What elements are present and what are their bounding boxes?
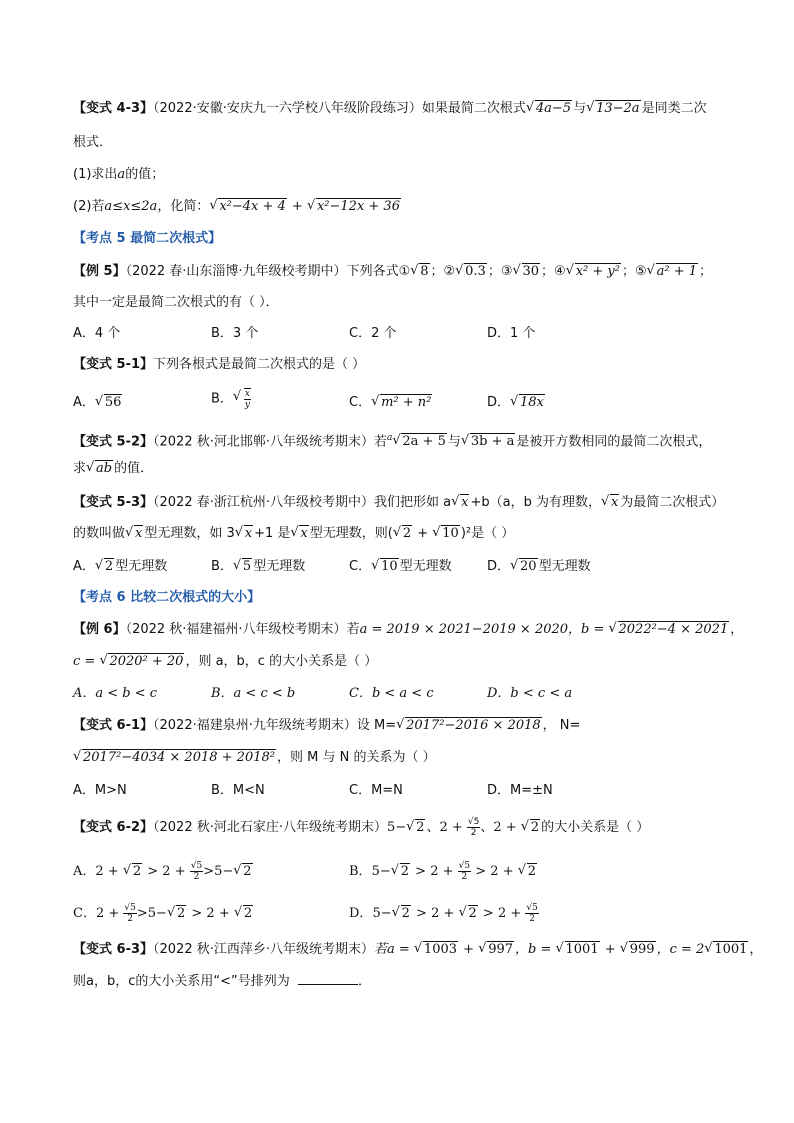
ex6-option-d[interactable]: D．b < c < a (487, 686, 573, 701)
text: 是同类二次 (641, 101, 707, 116)
root-index: a (387, 433, 393, 443)
text: 若 (374, 434, 388, 450)
q43-part1 (73, 165, 164, 185)
v61-option-a[interactable]: A．M>N (73, 783, 127, 798)
answer-blank[interactable] (298, 972, 358, 985)
radical: √ 4a−5 (526, 99, 572, 119)
v53-option-d[interactable]: D．√ 20 型无理数 (487, 557, 591, 577)
op: + (287, 199, 307, 214)
ex5-option-c[interactable]: C．2 个 (349, 326, 397, 341)
v63-line2: 则a，b，c的大小关系用“<”号排列为 ． (73, 974, 372, 989)
v52-line2: 求√ ab 的值． (73, 459, 153, 479)
v51-tag: 【变式 5-1】 (73, 357, 154, 372)
ex6-tag: 【例 6】 (73, 622, 126, 637)
v61-option-b[interactable]: B．M<N (211, 783, 265, 798)
v62-option-d[interactable]: D．5−√ 2 > 2 + √ 2 > 2 + $\frac{√5}{2}$ (349, 903, 539, 924)
v61-line2: √ 2017²−4034 × 2018 + 2018² ，则 M 与 N 的关系为（ ） (73, 748, 436, 768)
v53-line2: 的数叫做√ x 型无理数，如 3√ x +1 是√ x 型无理数，则(√ 2 + √ 10 )²是（ ） (73, 524, 514, 544)
text: ，化简： (157, 199, 210, 214)
text: 如果最简二次根式 (421, 101, 526, 116)
text: 与 (573, 101, 587, 116)
ex5-source: （2022 春·山东淄博·九年级校考期中） (125, 264, 347, 279)
ex5-option-b[interactable]: B．3 个 (211, 326, 259, 341)
v51-option-a[interactable]: A．√ 56 (73, 393, 123, 413)
v53-line1: 【变式 5-3】（2022 春·浙江杭州·八年级校考期中）我们把形如 a√ x +b（a，b 为有理数，√ x 为最简二次根式） (73, 493, 724, 513)
v63-line1: 【变式 6-3】（2022 秋·江西萍乡·八年级统考期末）若a = √ 1003 + √ 997 ，b = √ 1001 + √ 999 ，c = 2√ 1001 ， (73, 940, 762, 960)
ex6-line2: c = √ 2020² + 20 ，则 a，b，c 的大小关系是（ ） (73, 652, 377, 672)
v62-source: （2022 秋·河北石家庄·八年级统考期末） (153, 820, 387, 835)
v51-line1 (73, 355, 365, 375)
text: ； (699, 264, 713, 279)
ex6-source: （2022 秋·福建福州·八年级校考期末） (125, 622, 347, 637)
radical: √ a² + 1 (647, 262, 698, 282)
v63-tag: 【变式 6-3】 (73, 942, 154, 957)
v61-source: （2022·福建泉州·九年级统考期末） (153, 718, 357, 733)
v53-option-a[interactable]: A．√ 2 型无理数 (73, 557, 167, 577)
v62-option-c[interactable]: C．2 + $\frac{√5}{2}$ >5−√ 2 > 2 + √ 2 (73, 903, 254, 924)
v61-line1: 【变式 6-1】（2022·福建泉州·九年级统考期末）设 M=√ 2017²−2016 × 2018 ， N= (73, 716, 580, 736)
radical: √ 0.3 (455, 262, 487, 282)
radical: √ 13−2a (586, 99, 640, 119)
q43-line2: 根式． (73, 135, 113, 150)
q43-tag: 【变式 4-3】 (73, 101, 154, 116)
text: 与 (447, 434, 461, 450)
ex6-option-b[interactable]: B．a < c < b (211, 686, 296, 701)
v51-option-b[interactable]: B． √ $\frac{x}{y}$ (211, 388, 253, 410)
v62-line1: 【变式 6-2】（2022 秋·河北石家庄·八年级统考期末）5−√ 2 、2 + $\frac{√5}{2}$ 、2 + √ 2 的大小关系是（ ） (73, 817, 649, 838)
v53-option-b[interactable]: B．√ 5 型无理数 (211, 557, 305, 577)
v53-tag: 【变式 5-3】 (73, 495, 154, 510)
v52-source: （2022 秋·河北邯郸·八年级统考期末） (153, 434, 374, 450)
v62-tag: 【变式 6-2】 (73, 820, 154, 835)
text: (1)求出 (73, 167, 118, 182)
v51-option-c[interactable]: C．√ m² + n² (349, 393, 433, 413)
ex6-option-c[interactable]: C．b < a < c (349, 686, 434, 701)
v63-source: （2022 秋·江西萍乡·八年级统考期末） (153, 942, 374, 957)
v61-option-d[interactable]: D．M=±N (487, 783, 553, 798)
text: (2)若 (73, 199, 105, 214)
text: 下列各根式是最简二次根式的是（ ） (153, 357, 366, 372)
v52-tag: 【变式 5-2】 (73, 434, 154, 450)
v51-option-d[interactable]: D．√ 18x (487, 393, 546, 413)
text: ；② (430, 264, 456, 279)
radical: √ 30 (513, 262, 541, 282)
v53-option-c[interactable]: C．√ 10 型无理数 (349, 557, 452, 577)
ex5-option-d[interactable]: D．1 个 (487, 326, 536, 341)
radical: √ x²−4x + 4 (209, 197, 286, 217)
radical: √ 3b + a (461, 432, 516, 452)
v62-option-a[interactable]: A．2 + √ 2 > 2 + $\frac{√5}{2}$ >5−√ 2 (73, 861, 254, 882)
q43-line1 (73, 99, 707, 119)
text: 的值； (125, 167, 165, 182)
text: 是被开方数相同的最简二次根式， (516, 434, 712, 450)
v61-tag: 【变式 6-1】 (73, 718, 154, 733)
q43-source: （2022·安徽·安庆九一六学校八年级阶段练习） (153, 101, 422, 116)
ex6-line1: 【例 6】（2022 秋·福建福州·八年级校考期末）若a = 2019 × 2021−2019 × 2020，b = √ 2022²−4 × 2021 ， (73, 620, 743, 640)
radical: √ 2a + 5 (392, 432, 446, 452)
q43-part2 (73, 197, 402, 217)
math-var: a (117, 167, 126, 182)
radical: √ x²−12x + 36 (307, 197, 401, 217)
section-heading-5: 【考点 5 最简二次根式】 (73, 231, 222, 246)
v52-line1 (73, 428, 711, 452)
text: ；③ (487, 264, 513, 279)
section-heading-6: 【考点 6 比较二次根式的大小】 (73, 590, 261, 605)
v62-option-b[interactable]: B．5−√ 2 > 2 + $\frac{√5}{2}$ > 2 + √ 2 (349, 861, 538, 882)
v53-source: （2022 春·浙江杭州·八年级校考期中） (153, 495, 374, 510)
text: ；④ (541, 264, 566, 279)
text: 下列各式① (346, 264, 411, 279)
math-condition: a≤x≤2a (104, 199, 158, 214)
ex5-tag: 【例 5】 (73, 264, 126, 279)
ex5-line2: 其中一定是最简二次根式的有（ ）． (73, 295, 279, 310)
radical: √ 8 (410, 262, 429, 282)
ex5-option-a[interactable]: A．4 个 (73, 326, 121, 341)
text: ；⑤ (621, 264, 647, 279)
ex6-option-a[interactable]: A．a < b < c (73, 686, 158, 701)
radical: √ x² + y² (566, 262, 621, 282)
v61-option-c[interactable]: C．M=N (349, 783, 403, 798)
ex5-line1 (73, 262, 712, 282)
